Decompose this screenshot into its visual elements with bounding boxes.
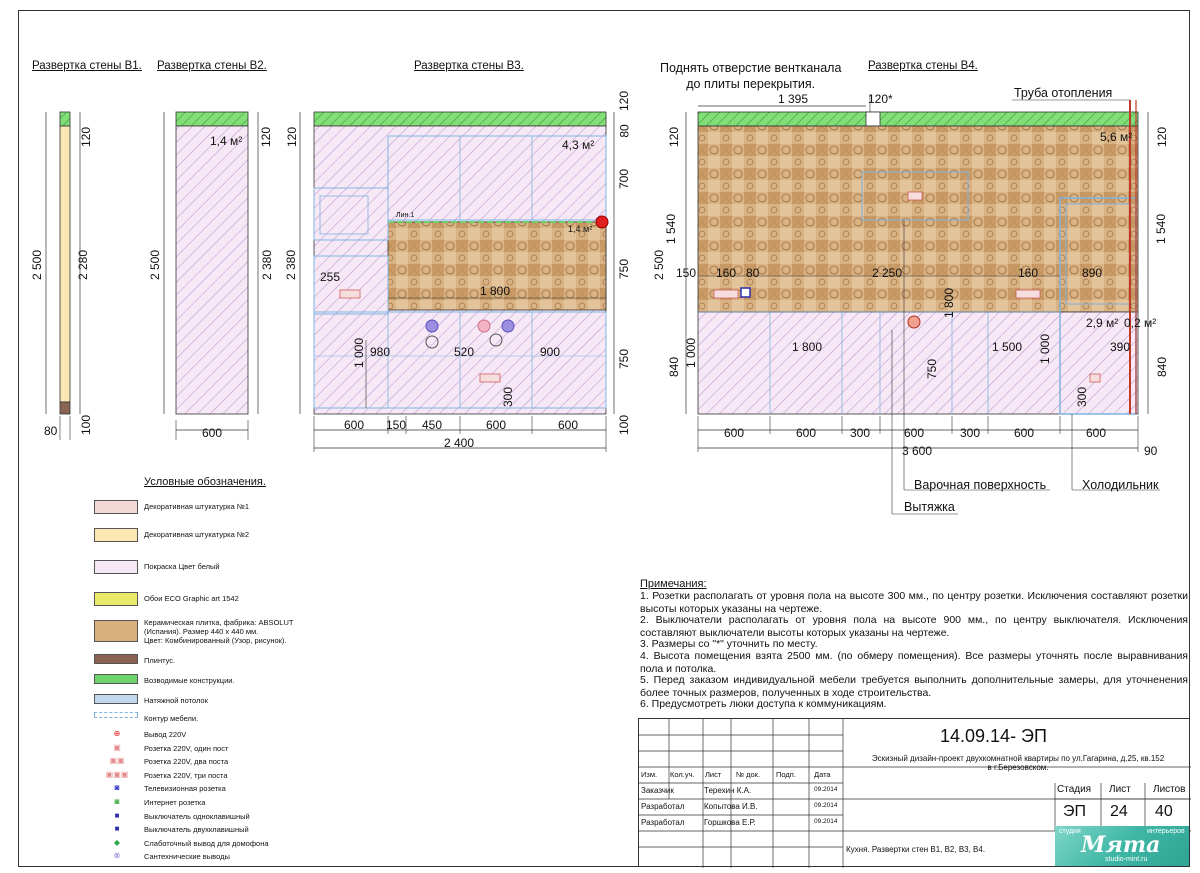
legend-label: Керамическая плитка, фабрика: ABSOLUT (Испания). Размер 440 х 440 мм. Цвет: Комбинированный (Узор, рисунок). [144,618,294,645]
legend-icon-label: Сантехнические выводы [144,852,230,862]
dim-b3-b600c: 600 [558,418,579,432]
studio-logo [1055,826,1189,866]
dim-b1-width: 80 [44,424,58,438]
dim-b3-r-750b: 750 [617,348,632,370]
dim-b3-h300: 300 [501,386,516,408]
signature-name: Копытова И.В. [704,802,758,811]
dim-b4-1395: 1 395 [778,92,809,106]
dim-b3-1800: 1 800 [480,284,511,298]
dim-b4-160b: 160 [1018,266,1039,280]
callout-hood: Вытяжка [904,500,955,514]
hdr-ndoc: № док. [736,770,761,779]
dim-b4-1500: 1 500 [992,340,1023,354]
area-b3-tile: 1,4 м² [568,224,593,234]
dim-b1-bottom: 100 [79,414,94,436]
dim-b4-1800: 1 800 [792,340,823,354]
legend-label: Декоративная штукатурка №1 [144,502,250,511]
view-title-b4: Развертка стены В4. [868,60,978,72]
logo-site: studio-mint.ru [1105,856,1148,863]
dim-b4-total: 3 600 [902,444,933,458]
dim-b3-255: 255 [320,270,341,284]
area-b3-top: 4,3 м² [562,138,595,152]
dim-b4-l2500: 2 500 [652,249,667,281]
dim-b2-total: 2 500 [148,249,163,281]
dim-b1-top: 120 [79,126,94,148]
project-title: Эскизный дизайн-проект двухкомнатной квартиры по ул.Гагарина, д.25, кв.152 в г.Березовском. [871,754,1165,772]
dim-b4-l1000: 1 000 [684,337,699,369]
signature-name: Горшкова Е.Р. [704,818,756,827]
dim-b3-r-750a: 750 [617,258,632,280]
legend-icon-label: Интернет розетка [144,798,206,807]
dim-b2-wall: 2 380 [260,249,275,281]
notes-title: Примечания: [640,578,707,590]
outlet-red-icon: ⊕ [113,729,121,738]
legend-icon-label: Розетка 220V, два поста [144,757,229,767]
dim-b4-h300: 300 [1075,386,1090,408]
legend-icon-label: Слаботочный вывод для домофона [144,838,269,848]
logo-top-left: студия [1059,828,1081,835]
dim-b4-l1540: 1 540 [664,213,679,245]
dim-b3-r-100: 100 [617,414,632,436]
dim-b3-left-total: 2 380 [284,249,299,281]
intercom-icon: ◆ [113,837,121,847]
legend-swatch [94,694,138,704]
hdr-kol: Кол.уч. [670,770,695,779]
callout-vent: Поднять отверстие вентканала до плиты перекрытия. [660,61,842,91]
dim-b4-90: 90 [1144,444,1158,458]
note-item: 4. Высота помещения взята 2500 мм. (по обмеру помещения). Все размеры уточнять после выравнивания пола и потолка. [640,650,1188,675]
dim-b1-total: 2 500 [30,249,45,281]
legend-swatch [94,654,138,664]
dim-b4-390: 390 [1110,340,1131,354]
legend-swatch [94,620,138,642]
dim-b3-b450: 450 [422,418,443,432]
dim-b4-160a: 160 [716,266,737,280]
dim-b4-h1800: 1 800 [942,287,957,319]
hdr-podp: Подп. [776,770,796,779]
legend-swatch [94,712,138,718]
signature-name: Терехин К.А. [704,786,752,795]
dim-b4-l120: 120 [667,126,682,148]
signature-date: 09.2014 [814,802,838,809]
tv-socket-icon: ◙ [114,783,120,793]
area-b4-b: 0,2 м² [1124,316,1157,330]
legend-swatch [94,528,138,542]
legend-label: Покраска Цвет белый [144,562,220,571]
dim-b4-b600b: 600 [796,426,817,440]
internet-socket-icon: ◙ [114,797,120,806]
legend-icon-label: Выключатель одноклавишный [144,811,250,821]
logo-name: Мята [1081,832,1161,858]
note-item: 5. Перед заказом индивидуальной мебели требуется выполнить дополнительные замеры, для уточненения более точных размеров, полученных в ходе строительства. [640,674,1188,699]
dim-b3-b600a: 600 [344,418,365,432]
dim-b3-b600b: 600 [486,418,507,432]
sheets-header: Листов [1153,784,1186,795]
legend-label: Возводимые конструкции. [144,676,235,685]
dim-b3-900: 900 [540,345,561,359]
signature-role: Разработал [641,818,685,827]
dim-b4-h1000: 1 000 [1038,333,1053,365]
sheet-header: Лист [1109,784,1131,795]
hdr-list: Лист [705,770,722,779]
signature-role: Заказчик [641,786,674,795]
stage-value: ЭП [1063,803,1086,820]
dim-b3-b150: 150 [386,418,407,432]
legend-swatch [94,674,138,684]
signature-date: 09.2014 [814,786,838,793]
callout-fridge: Холодильник [1082,478,1159,492]
dim-b4-120s: 120* [868,92,893,106]
dim-b4-b600d: 600 [1014,426,1035,440]
switch-2-icon: ■ [114,824,120,834]
legend-swatch [94,592,138,606]
socket-1-icon: ▣ [113,742,121,752]
dim-b3-left-top: 120 [285,126,300,148]
dim-b4-80: 80 [746,266,760,280]
legend-icon-label: Выключатель двухклавишный [144,825,249,835]
plumbing-icon: ⊗ [113,851,121,861]
dim-b3-total: 2 400 [444,436,475,450]
dim-b4-b300a: 300 [850,426,871,440]
area-b4-a: 2,9 м² [1086,316,1119,330]
doc-code: 14.09.14- ЭП [940,726,1047,746]
view-title-b2: Развертка стены В2. [157,60,267,72]
legend-label: Декоративная штукатурка №2 [144,530,250,539]
sheets-value: 40 [1155,803,1173,820]
hdr-date: Дата [814,770,831,779]
area-b2: 1,4 м² [210,134,243,148]
dim-b3-r-80: 80 [617,124,632,138]
legend-icon-label: Розетка 220V, один пост [144,743,229,753]
sheet-title: Кухня. Развертки стен В1, В2, В3, В4. [846,845,986,854]
legend-swatch [94,560,138,574]
dim-b4-r1540: 1 540 [1154,213,1169,245]
legend-swatch [94,500,138,514]
dim-b3-r-700: 700 [617,168,632,190]
line-label-b3: Лин.1 [396,212,415,219]
socket-3-icon: ▣▣▣ [105,769,129,779]
dim-b4-2250: 2 250 [872,266,903,280]
dim-b2-width: 600 [202,426,223,440]
dim-b1-wall: 2 280 [76,249,91,281]
note-item: 6. Предусмотреть люки доступа к коммуникациям. [640,698,887,710]
switch-1-icon: ■ [114,810,120,820]
logo-top-right: интерьеров [1147,828,1185,835]
view-title-b3: Развертка стены В3. [414,60,524,72]
note-item: 3. Размеры со "*" уточнить по месту. [640,638,818,650]
note-item: 1. Розетки располагать от уровня пола на высоте 300 мм., по центру розетки. Исключения составляют розетки высоты которых указаны на чертеже. [640,590,1188,615]
callout-hob: Варочная поверхность [914,478,1047,492]
signature-date: 09.2014 [814,818,838,825]
dim-b2-top: 120 [259,126,274,148]
dim-b4-150: 150 [676,266,697,280]
dim-b4-h750: 750 [925,358,940,380]
signature-role: Разработал [641,802,685,811]
dim-b3-980: 980 [370,345,391,359]
dim-b4-b600c: 600 [904,426,925,440]
legend-icon-label: Вывод 220V [144,730,187,739]
sheet-value: 24 [1110,803,1128,820]
area-b4-tile: 5,6 м² [1100,130,1133,144]
note-item: 2. Выключатели располагать от уровня пола на высоте 900 мм., по центру выключателя. Исключения составляют выключатели высоты которых указаны на чертеже. [640,614,1188,639]
legend-label: Контур мебели. [144,714,199,723]
legend-icon-label: Телевизионная розетка [144,784,226,794]
dim-b4-b300b: 300 [960,426,981,440]
dim-b4-b600e: 600 [1086,426,1107,440]
dim-b3-520: 520 [454,345,475,359]
socket-2-icon: ▣▣ [109,756,125,766]
dim-b4-l840: 840 [667,356,682,378]
dim-b3-r-top: 120 [617,90,632,112]
view-title-b1: Развертка стены В1. [32,60,142,72]
dim-b4-b600a: 600 [724,426,745,440]
legend-label: Плинтус. [144,656,176,665]
stage-header: Стадия [1057,784,1092,795]
dim-b4-r120: 120 [1155,126,1170,148]
dim-b4-r840: 840 [1155,356,1170,378]
legend-title: Условные обозначения. [144,476,266,488]
dim-b4-890: 890 [1082,266,1103,280]
hdr-izm: Изм. [641,770,658,779]
callout-pipe: Труба отопления [1014,86,1113,100]
legend-label: Обои ECO Graphic art 1542 [144,594,239,603]
legend-icon-label: Розетка 220V, три поста [144,770,228,780]
legend-label: Натяжной потолок [144,696,208,705]
dim-b3-h1000: 1 000 [352,337,367,369]
